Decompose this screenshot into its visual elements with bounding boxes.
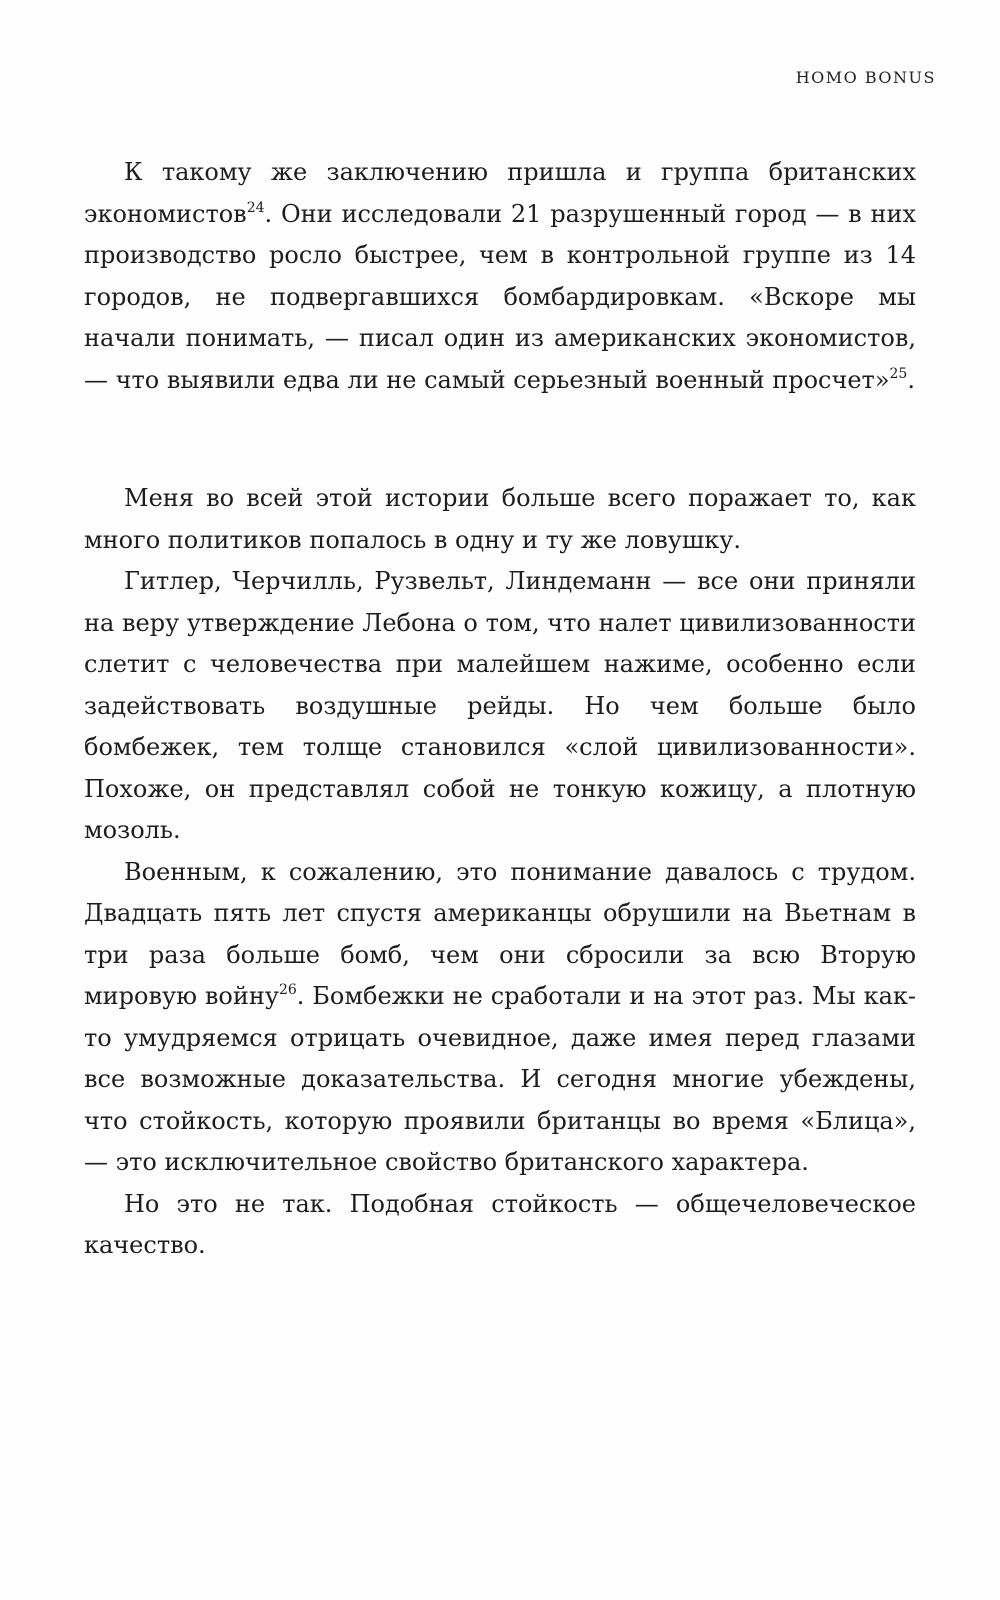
text-block-1 bbox=[84, 152, 916, 401]
footnote-ref-25[interactable]: 25 bbox=[889, 365, 908, 382]
running-head: HOMO BONUS bbox=[795, 68, 936, 87]
paragraph: Но это не так. Подобная стойкость — общечеловеческое качество. bbox=[84, 1189, 916, 1259]
footnote-ref-26[interactable]: 26 bbox=[278, 982, 297, 998]
text-segment: . bbox=[907, 365, 915, 394]
text-segment: . Бомбежки не сработали и на этот раз. Мы как-то умудряемся отрицать очевидное, даже имея перед глазами все возможные доказательства. И сегодня многие убеждены, что стойкость, которую проявили британцы во время «Блица», — это исключительное свойство британского характера. bbox=[84, 982, 916, 1176]
paragraph bbox=[84, 152, 916, 401]
text-segment: К такому же заключению пришла и группа британских экономистов bbox=[84, 158, 916, 228]
text-segment: Военным, к сожалению, это понимание давалось с трудом. Двадцать пять лет спустя американцы обрушили на Вьетнам в три раза больше бомб, чем они сбросили за всю Вторую мировую войну bbox=[84, 857, 916, 1010]
footnote-ref-24[interactable]: 24 bbox=[246, 199, 265, 216]
text-block-2 bbox=[84, 478, 916, 1267]
paragraph bbox=[84, 852, 916, 1184]
paragraph: Меня во всей этой истории больше всего поражает то, как много политиков попалось в одну и ту же ловушку. bbox=[84, 484, 916, 554]
text-segment: . Они исследовали 21 разрушенный город — в них производство росло быстрее, чем в контрольной группе из 14 городов, не подвергавшихся бомбардировкам. «Вскоре мы начали понимать, — писал один из американских экономистов, — что выявили едва ли не самый серьезный военный просчет» bbox=[84, 199, 916, 394]
paragraph: Гитлер, Черчилль, Рузвельт, Линдеманн — все они приняли на веру утверждение Лебона о том, что налет цивилизованности слетит с человечества при малейшем нажиме, особенно если задействовать воздушные рейды. Но чем больше было бомбежек, тем толще становился «слой цивилизованности». Похоже, он представлял собой не тонкую кожицу, а плотную мозоль. bbox=[84, 567, 916, 844]
